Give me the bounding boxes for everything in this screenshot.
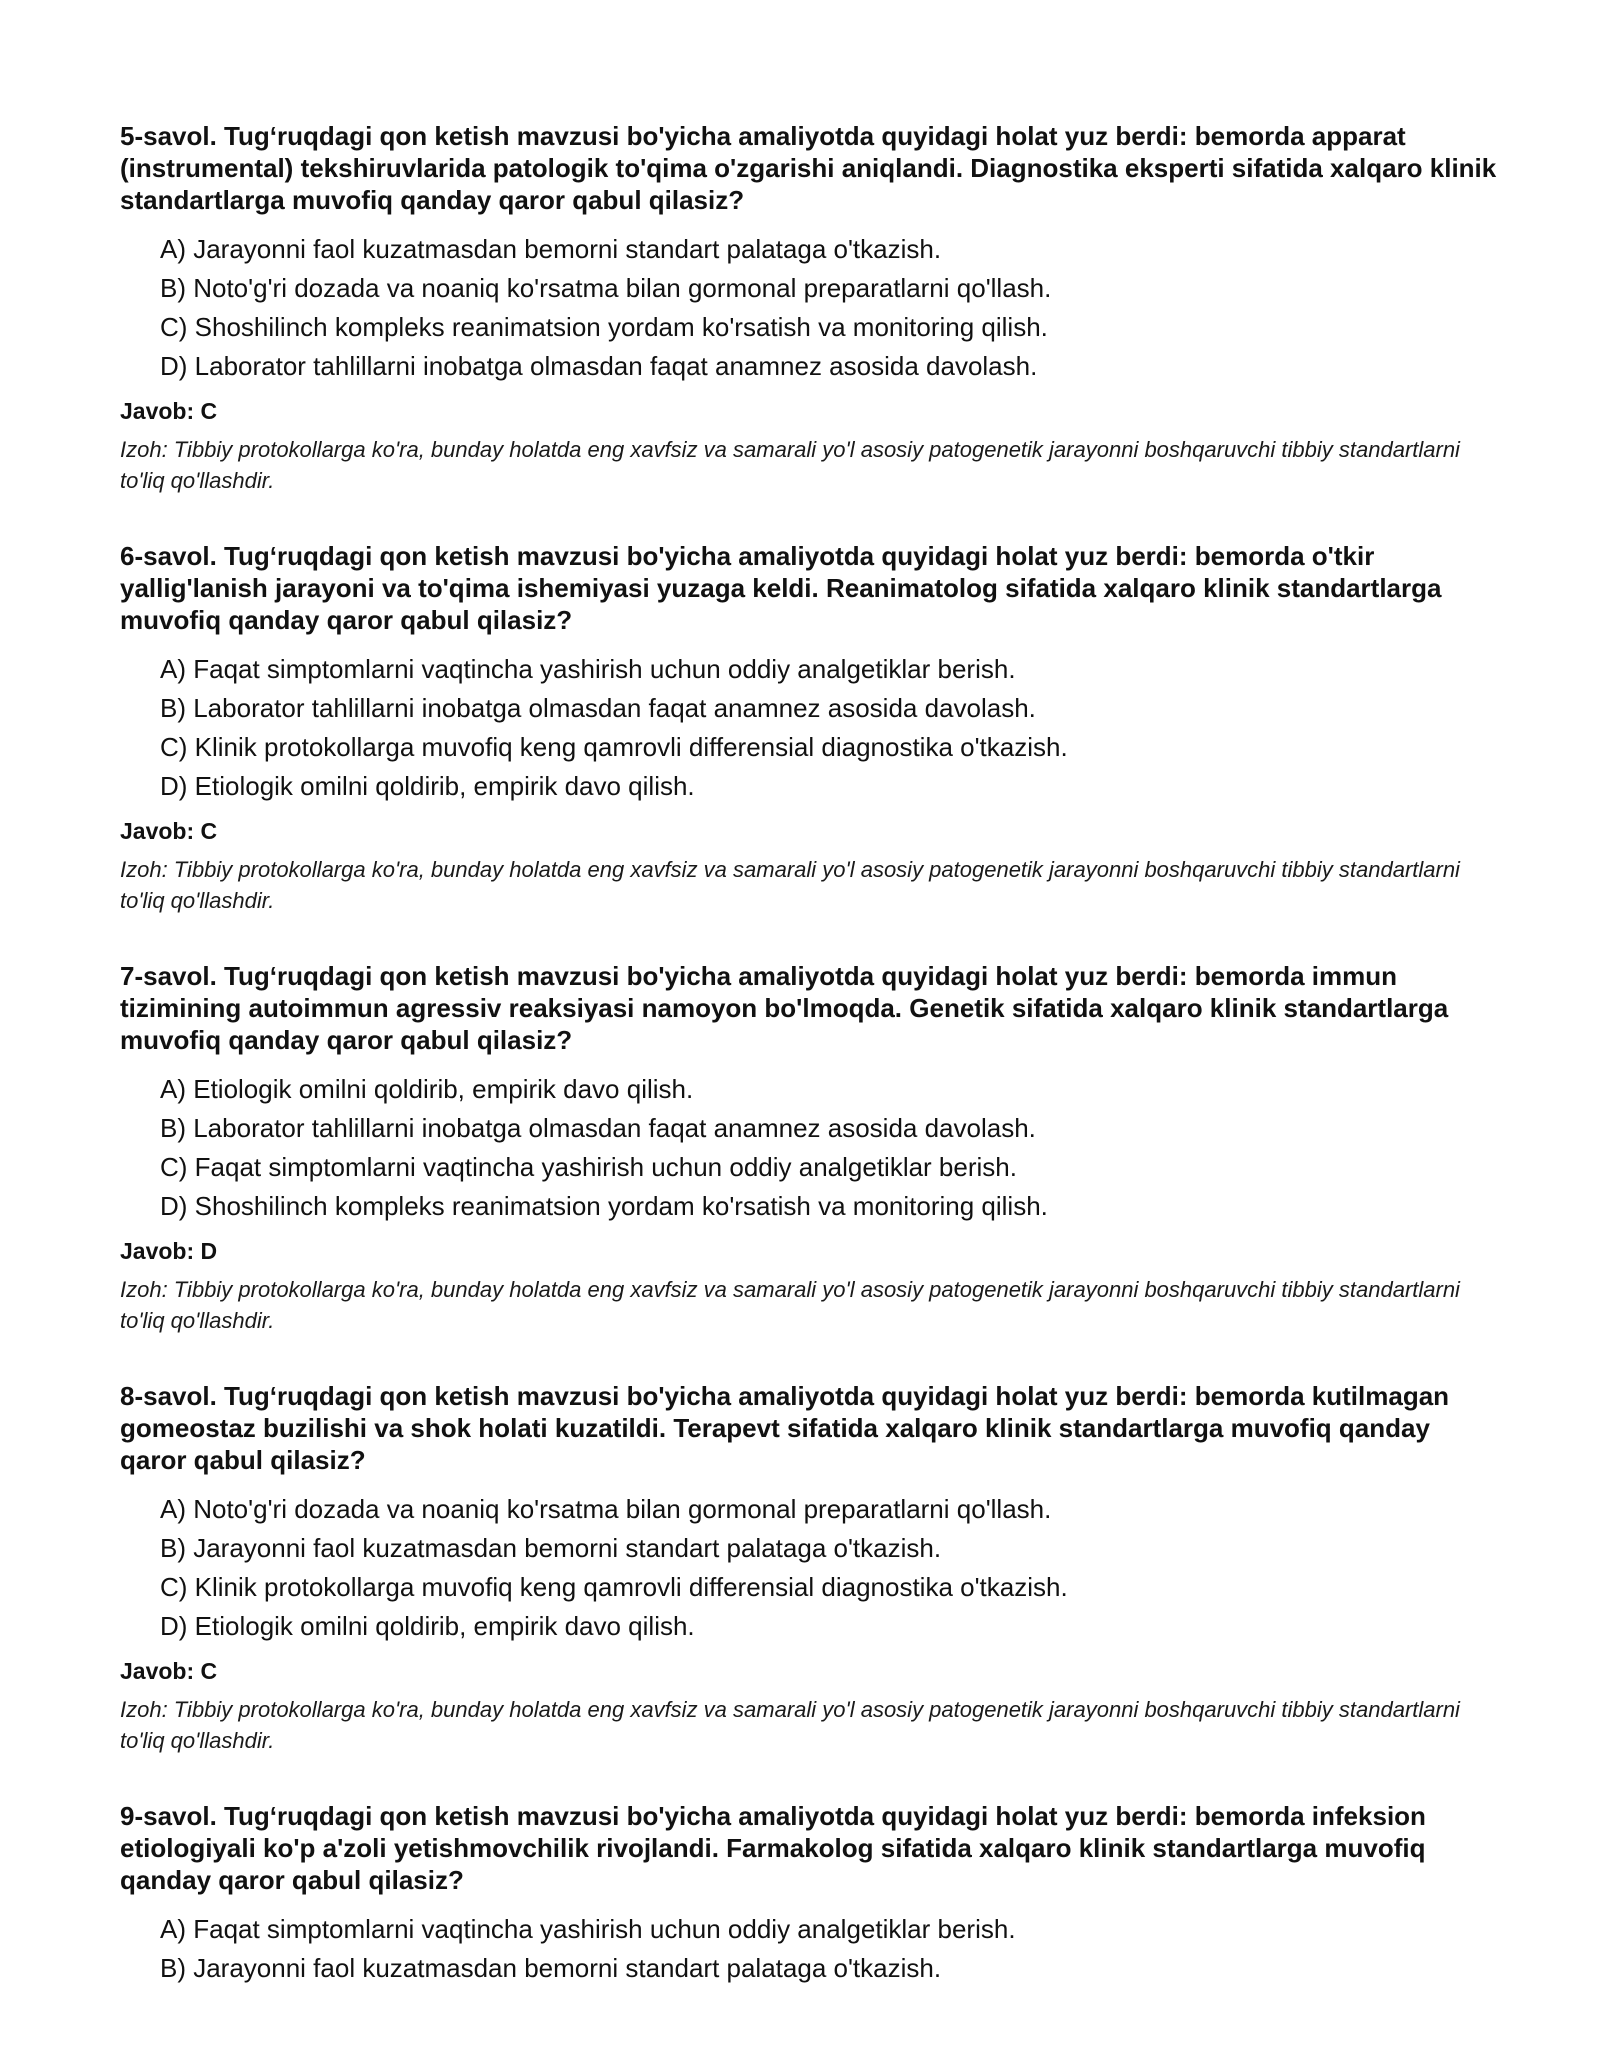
explanation-note: Izoh: Tibbiy protokollarga ko'ra, bunday holatda eng xavfsiz va samarali yo'l asosiy patogenetik jarayonni boshqaruvchi tibbiy standartlarni to'liq qo'llashdir. xyxy=(120,857,1460,913)
option-list xyxy=(120,230,1500,386)
explanation-note: Izoh: Tibbiy protokollarga ko'ra, bunday holatda eng xavfsiz va samarali yo'l asosiy patogenetik jarayonni boshqaruvchi tibbiy standartlarni to'liq qo'llashdir. xyxy=(120,437,1460,493)
option-d: D) Laborator tahlillarni inobatga olmasdan faqat anamnez asosida davolash. xyxy=(160,351,1038,381)
option-list xyxy=(120,1490,1500,1646)
option-b: B) Noto'g'ri dozada va noaniq ko'rsatma bilan gormonal preparatlarni qo'llash. xyxy=(160,273,1052,303)
option-a: A) Jarayonni faol kuzatmasdan bemorni standart palataga o'tkazish. xyxy=(160,234,942,264)
answer-line: Javob: C xyxy=(120,1658,218,1684)
explanation-note: Izoh: Tibbiy protokollarga ko'ra, bunday holatda eng xavfsiz va samarali yo'l asosiy patogenetik jarayonni boshqaruvchi tibbiy standartlarni to'liq qo'llashdir. xyxy=(120,1277,1460,1333)
option-a: A) Noto'g'ri dozada va noaniq ko'rsatma bilan gormonal preparatlarni qo'llash. xyxy=(160,1494,1052,1524)
question-title: 6-savol. Tug‘ruqdagi qon ketish mavzusi bo'yicha amaliyotda quyidagi holat yuz berdi: bemorda o'tkir yallig'lanish jarayoni va to'qima ishemiyasi yuzaga keldi. Reanimatolog sifatida xalqaro klinik standartlarga muvofiq qanday qaror qabul qilasiz? xyxy=(120,541,1442,635)
option-b: B) Jarayonni faol kuzatmasdan bemorni standart palataga o'tkazish. xyxy=(160,1533,942,1563)
option-c: C) Shoshilinch kompleks reanimatsion yordam ko'rsatish va monitoring qilish. xyxy=(160,312,1048,342)
option-b: B) Jarayonni faol kuzatmasdan bemorni standart palataga o'tkazish. xyxy=(160,1953,942,1983)
option-d: D) Etiologik omilni qoldirib, empirik davo qilish. xyxy=(160,1611,695,1641)
question-block xyxy=(120,540,1500,916)
option-c: C) Faqat simptomlarni vaqtincha yashirish uchun oddiy analgetiklar berish. xyxy=(160,1152,1017,1182)
option-a: A) Faqat simptomlarni vaqtincha yashirish uchun oddiy analgetiklar berish. xyxy=(160,654,1016,684)
document-page xyxy=(120,120,1500,2032)
question-block xyxy=(120,1800,1500,1988)
explanation-note: Izoh: Tibbiy protokollarga ko'ra, bunday holatda eng xavfsiz va samarali yo'l asosiy patogenetik jarayonni boshqaruvchi tibbiy standartlarni to'liq qo'llashdir. xyxy=(120,1697,1460,1753)
option-d: D) Shoshilinch kompleks reanimatsion yordam ko'rsatish va monitoring qilish. xyxy=(160,1191,1048,1221)
question-title: 5-savol. Tug‘ruqdagi qon ketish mavzusi bo'yicha amaliyotda quyidagi holat yuz berdi: bemorda apparat (instrumental) tekshiruvlarida patologik to'qima o'zgarishi aniqlandi. Diagnostika eksperti sifatida xalqaro klinik standartlarga muvofiq qanday qaror qabul qilasiz? xyxy=(120,121,1497,215)
question-block xyxy=(120,120,1500,496)
question-title: 9-savol. Tug‘ruqdagi qon ketish mavzusi bo'yicha amaliyotda quyidagi holat yuz berdi: bemorda infeksion etiologiyali ko'p a'zoli yetishmovchilik rivojlandi. Farmakolog sifatida xalqaro klinik standartlarga muvofiq qanday qaror qabul qilasiz? xyxy=(120,1801,1426,1895)
question-title: 8-savol. Tug‘ruqdagi qon ketish mavzusi bo'yicha amaliyotda quyidagi holat yuz berdi: bemorda kutilmagan gomeostaz buzilishi va shok holati kuzatildi. Terapevt sifatida xalqaro klinik standartlarga muvofiq qanday qaror qabul qilasiz? xyxy=(120,1381,1450,1475)
option-list xyxy=(120,650,1500,806)
option-c: C) Klinik protokollarga muvofiq keng qamrovli differensial diagnostika o'tkazish. xyxy=(160,732,1068,762)
option-b: B) Laborator tahlillarni inobatga olmasdan faqat anamnez asosida davolash. xyxy=(160,693,1036,723)
question-block xyxy=(120,1380,1500,1756)
option-a: A) Etiologik omilni qoldirib, empirik davo qilish. xyxy=(160,1074,694,1104)
answer-line: Javob: C xyxy=(120,398,218,424)
option-a: A) Faqat simptomlarni vaqtincha yashirish uchun oddiy analgetiklar berish. xyxy=(160,1914,1016,1944)
answer-line: Javob: D xyxy=(120,1238,218,1264)
question-title: 7-savol. Tug‘ruqdagi qon ketish mavzusi bo'yicha amaliyotda quyidagi holat yuz berdi: bemorda immun tizimining autoimmun agressiv reaksiyasi namoyon bo'lmoqda. Genetik sifatida xalqaro klinik standartlarga muvofiq qanday qaror qabul qilasiz? xyxy=(120,961,1449,1055)
option-d: D) Etiologik omilni qoldirib, empirik davo qilish. xyxy=(160,771,695,801)
option-list xyxy=(120,1910,1500,1988)
option-c: C) Klinik protokollarga muvofiq keng qamrovli differensial diagnostika o'tkazish. xyxy=(160,1572,1068,1602)
question-block xyxy=(120,960,1500,1336)
answer-line: Javob: C xyxy=(120,818,218,844)
option-b: B) Laborator tahlillarni inobatga olmasdan faqat anamnez asosida davolash. xyxy=(160,1113,1036,1143)
option-list xyxy=(120,1070,1500,1226)
